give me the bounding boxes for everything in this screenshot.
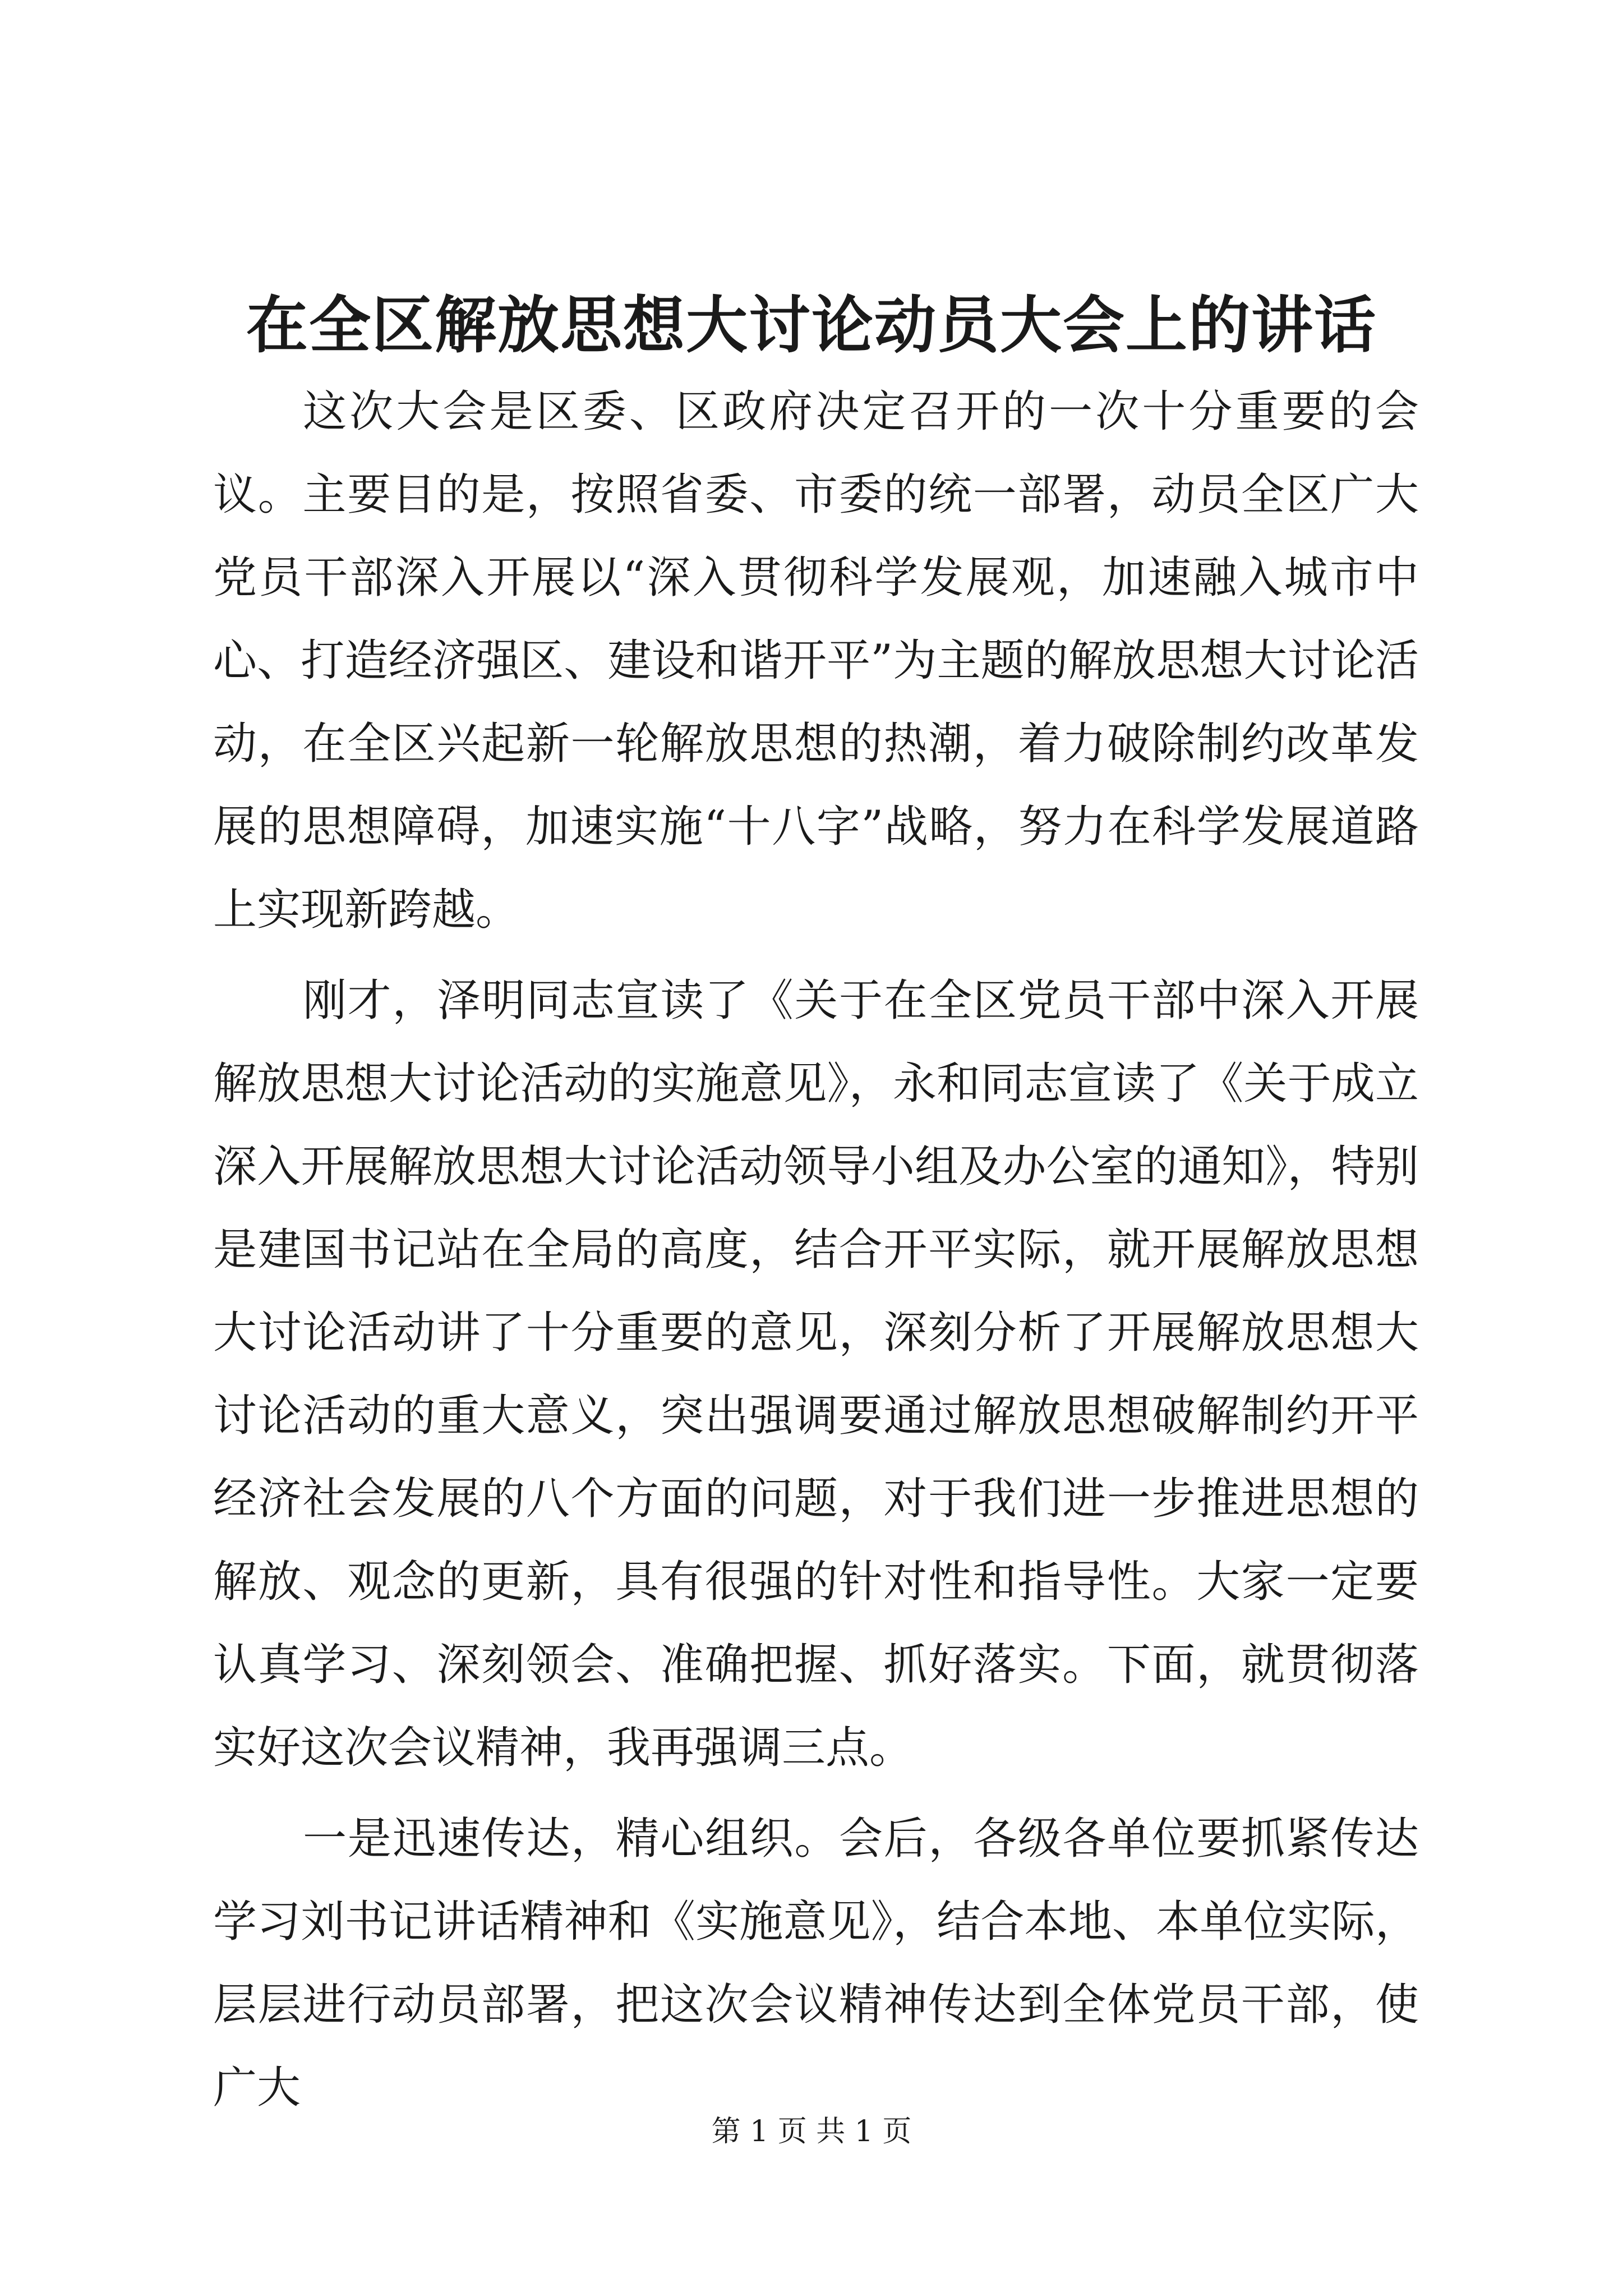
paragraph-3: 一是迅速传达，精心组织。会后，各级各单位要抓紧传达学习刘书记讲话精神和《实施意见》，结合本地、本单位实际，层层进行动员部署，把这次会议精神传达到全体党员干部，使广大 [213,1814,1419,2113]
document-body [213,370,1419,2129]
paragraph-2: 刚才，泽明同志宣读了《关于在全区党员干部中深入开展解放思想大讨论活动的实施意见》，永和同志宣读了《关于成立深入开展解放思想大讨论活动领导小组及办公室的通知》，特别是建国书记站在全局的高度，结合开平实际，就开展解放思想大讨论活动讲了十分重要的意见，深刻分析了开展解放思想大讨论活动的重大意义，突出强调要通过解放思想破解制约开平经济社会发展的八个方面的问题，对于我们进一步推进思想的解放、观念的更新，具有很强的针对性和指导性。大家一定要认真学习、深刻领会、准确把握、抓好落实。下面，就贯彻落实好这次会议精神，我再强调三点。 [213,976,1419,1773]
paragraph-1: 这次大会是区委、区政府决定召开的一次十分重要的会议。主要目的是，按照省委、市委的统一部署，动员全区广大党员干部深入开展以“深入贯彻科学发展观，加速融入城市中心、打造经济强区、建设和谐开平”为主题的解放思想大讨论活动，在全区兴起新一轮解放思想的热潮，着力破除制约改革发展的思想障碍，加速实施“十八字”战略，努力在科学发展道路上实现新跨越。 [213,386,1419,935]
page-footer [0,2112,1623,2151]
document-title: 在全区解放思想大讨论动员大会上的讲话 [246,289,1377,361]
page-indicator: 第 1 页 共 1 页 [711,2115,912,2148]
